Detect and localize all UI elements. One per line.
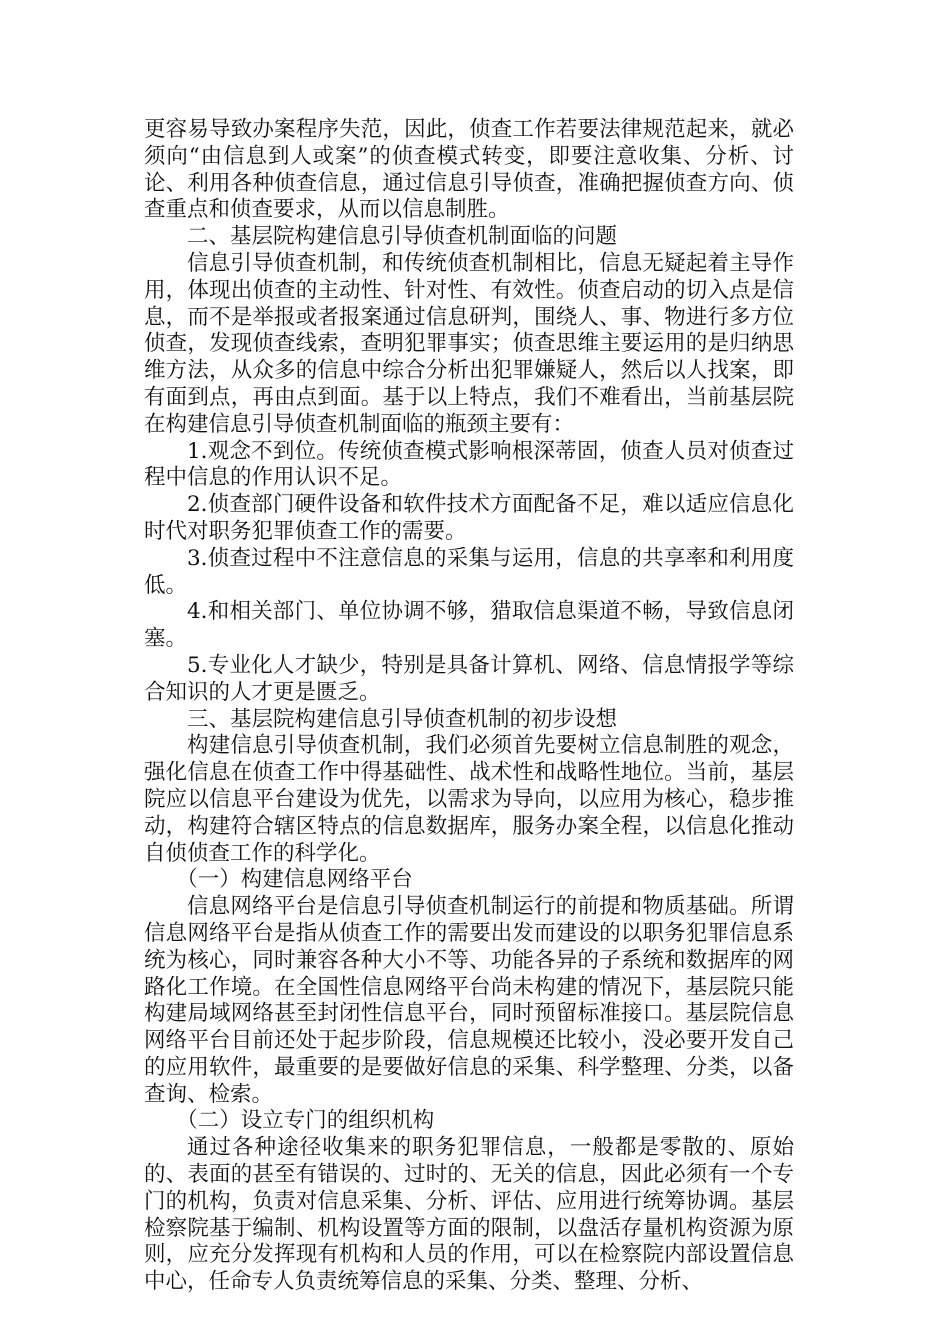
list-item: 5.专业化人才缺少，特别是具备计算机、网络、信息情报学等综合知识的人才更是匮乏。 [144, 652, 794, 705]
list-item: 4.和相关部门、单位协调不够，猎取信息渠道不畅，导致信息闭塞。 [144, 599, 794, 652]
list-item: 3.侦查过程中不注意信息的采集与运用，信息的共享率和利用度低。 [144, 545, 794, 598]
document-page [144, 117, 794, 1296]
body-paragraph: 通过各种途径收集来的职务犯罪信息，一般都是零散的、原始的、表面的甚至有错误的、过时的、无关的信息，因此必须有一个专门的机构，负责对信息采集、分析、评估、应用进行统筹协调。基层检察院基于编制、机构设置等方面的限制，以盘活存量机构资源为原则，应充分发挥现有机构和人员的作用，可以在检察院内部设置信息中心，任命专人负责统筹信息的采集、分类、整理、分析、 [144, 1135, 794, 1295]
body-paragraph: 信息引导侦查机制，和传统侦查机制相比，信息无疑起着主导作用，体现出侦查的主动性、针对性、有效性。侦查启动的切入点是信息，而不是举报或者报案通过信息研判，围绕人、事、物进行多方位侦查，发现侦查线索，查明犯罪事实；侦查思维主要运用的是归纳思维方法，从众多的信息中综合分析出犯罪嫌疑人，然后以人找案，即有面到点，再由点到面。基于以上特点，我们不难看出，当前基层院在构建信息引导侦查机制面临的瓶颈主要有： [144, 250, 794, 437]
list-item: 1.观念不到位。传统侦查模式影响根深蒂固，侦查人员对侦查过程中信息的作用认识不足。 [144, 438, 794, 491]
body-paragraph: 更容易导致办案程序失范，因此，侦查工作若要法律规范起来，就必须向“由信息到人或案”的侦查模式转变，即要注意收集、分析、讨论、利用各种侦查信息，通过信息引导侦查，准确把握侦查方向、侦查重点和侦查要求，从而以信息制胜。 [144, 117, 794, 223]
list-item: 2.侦查部门硬件设备和软件技术方面配备不足，难以适应信息化时代对职务犯罪侦查工作的需要。 [144, 492, 794, 544]
subsection-heading: （一）构建信息网络平台 [176, 867, 413, 893]
section-heading: 三、基层院构建信息引导侦查机制的初步设想 [187, 706, 618, 732]
section-heading: 二、基层院构建信息引导侦查机制面临的问题 [187, 224, 618, 250]
body-paragraph: 构建信息引导侦查机制，我们必须首先要树立信息制胜的观念，强化信息在侦查工作中得基础性、战术性和战略性地位。当前，基层院应以信息平台建设为优先，以需求为导向，以应用为核心，稳步推动，构建符合辖区特点的信息数据库，服务办案全程，以信息化推动自侦侦查工作的科学化。 [144, 733, 794, 866]
subsection-heading: （二）设立专门的组织机构 [176, 1108, 435, 1134]
body-paragraph: 信息网络平台是信息引导侦查机制运行的前提和物质基础。所谓信息网络平台是指从侦查工作的需要出发而建设的以职务犯罪信息系统为核心，同时兼容各种大小不等、功能各异的子系统和数据库的网路化工作境。在全国性信息网络平台尚未构建的情况下，基层院只能构建局域网络甚至封闭性信息平台，同时预留标准接口。基层院信息网络平台目前还处于起步阶段，信息规模还比较小，没必要开发自己的应用软件，最重要的是要做好信息的采集、科学整理、分类，以备查询、检索。 [144, 894, 794, 1107]
